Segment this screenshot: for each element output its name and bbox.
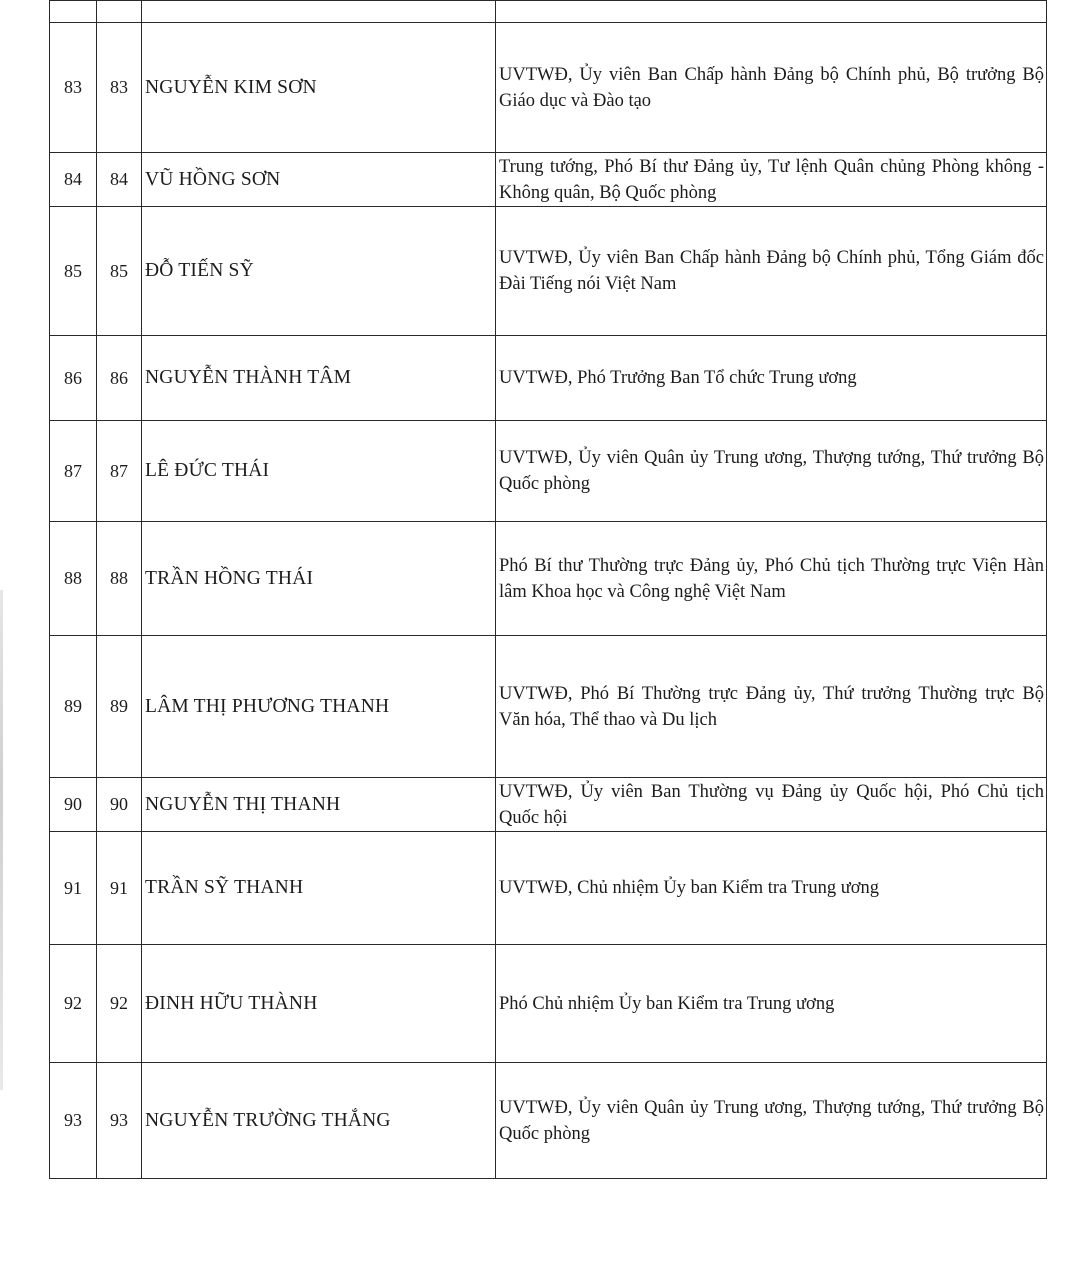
row-name: ĐỖ TIẾN SỸ [142,207,496,336]
row-stt: 91 [50,832,97,945]
table-row [50,522,1047,636]
row-number: 87 [97,421,142,522]
row-role [496,1,1047,23]
row-number [97,1,142,23]
row-role: UVTWĐ, Ủy viên Ban Chấp hành Đảng bộ Chính phủ, Tổng Giám đốc Đài Tiếng nói Việt Nam [496,207,1047,336]
table-row [50,778,1047,832]
table-row [50,945,1047,1063]
table-row [50,832,1047,945]
row-name: NGUYỄN THỊ THANH [142,778,496,832]
row-name: ĐINH HỮU THÀNH [142,945,496,1063]
row-stt: 85 [50,207,97,336]
row-number: 86 [97,336,142,421]
row-stt: 90 [50,778,97,832]
row-number: 83 [97,23,142,153]
row-number: 84 [97,153,142,207]
row-stt: 93 [50,1063,97,1179]
row-role: UVTWĐ, Ủy viên Ban Chấp hành Đảng bộ Chính phủ, Bộ trưởng Bộ Giáo dục và Đào tạo [496,23,1047,153]
candidate-table [49,0,1047,1179]
row-number: 92 [97,945,142,1063]
row-stt [50,1,97,23]
table-row [50,421,1047,522]
row-role: UVTWĐ, Phó Bí Thường trực Đảng ủy, Thứ trưởng Thường trực Bộ Văn hóa, Thể thao và Du lịch [496,636,1047,778]
row-role: Phó Bí thư Thường trực Đảng ủy, Phó Chủ tịch Thường trực Viện Hàn lâm Khoa học và Công nghệ Việt Nam [496,522,1047,636]
row-number: 85 [97,207,142,336]
table-row [50,23,1047,153]
row-name: TRẦN HỒNG THÁI [142,522,496,636]
row-name: VŨ HỒNG SƠN [142,153,496,207]
table-row [50,1,1047,23]
row-stt: 92 [50,945,97,1063]
row-number: 90 [97,778,142,832]
table-row [50,636,1047,778]
row-role: Trung tướng, Phó Bí thư Đảng ủy, Tư lệnh Quân chủng Phòng không - Không quân, Bộ Quốc phòng [496,153,1047,207]
scan-edge-shadow [0,590,3,1090]
row-name: LÊ ĐỨC THÁI [142,421,496,522]
row-name: LÂM THỊ PHƯƠNG THANH [142,636,496,778]
row-stt: 87 [50,421,97,522]
row-role: Phó Chủ nhiệm Ủy ban Kiểm tra Trung ương [496,945,1047,1063]
row-stt: 89 [50,636,97,778]
row-name: NGUYỄN TRƯỜNG THẮNG [142,1063,496,1179]
row-stt: 84 [50,153,97,207]
row-name: NGUYỄN KIM SƠN [142,23,496,153]
row-name [142,1,496,23]
row-role: UVTWĐ, Phó Trưởng Ban Tổ chức Trung ương [496,336,1047,421]
row-number: 89 [97,636,142,778]
row-stt: 83 [50,23,97,153]
row-stt: 88 [50,522,97,636]
table-row [50,207,1047,336]
row-stt: 86 [50,336,97,421]
row-name: NGUYỄN THÀNH TÂM [142,336,496,421]
row-role: UVTWĐ, Ủy viên Quân ủy Trung ương, Thượng tướng, Thứ trưởng Bộ Quốc phòng [496,421,1047,522]
row-number: 88 [97,522,142,636]
table-row [50,153,1047,207]
table-row [50,336,1047,421]
row-number: 93 [97,1063,142,1179]
row-role: UVTWĐ, Chủ nhiệm Ủy ban Kiểm tra Trung ương [496,832,1047,945]
table-row [50,1063,1047,1179]
row-role: UVTWĐ, Ủy viên Quân ủy Trung ương, Thượng tướng, Thứ trưởng Bộ Quốc phòng [496,1063,1047,1179]
row-role: UVTWĐ, Ủy viên Ban Thường vụ Đảng ủy Quốc hội, Phó Chủ tịch Quốc hội [496,778,1047,832]
row-number: 91 [97,832,142,945]
row-name: TRẦN SỸ THANH [142,832,496,945]
